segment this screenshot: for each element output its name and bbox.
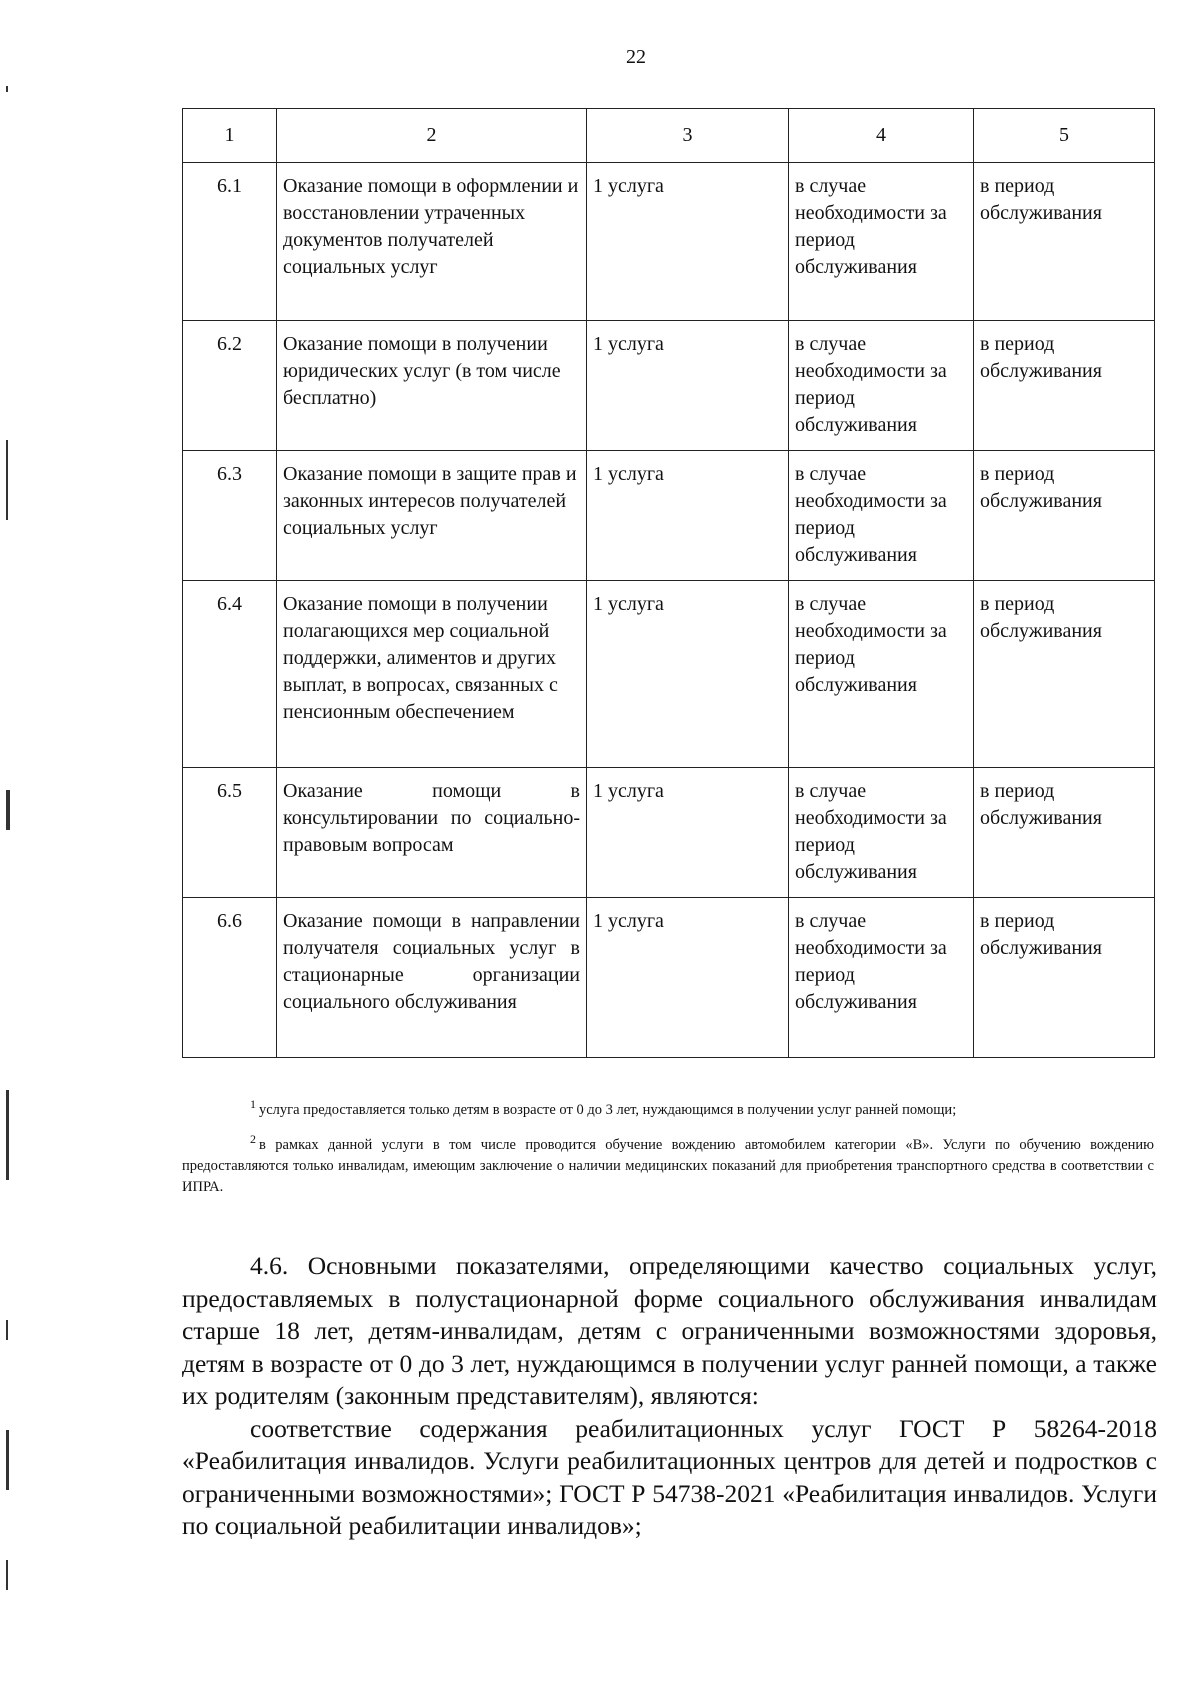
column-header: 5 <box>974 109 1155 163</box>
footnote-mark: 1 <box>250 1097 256 1111</box>
service-unit: 1 услуга <box>587 451 789 581</box>
service-unit: 1 услуга <box>587 163 789 321</box>
service-unit: 1 услуга <box>587 768 789 898</box>
service-number: 6.5 <box>183 768 277 898</box>
service-term: в период обслуживания <box>974 581 1155 768</box>
table-row <box>183 321 1155 451</box>
service-name: Оказание помощи в консультировании по социально- правовым вопросам <box>277 768 587 898</box>
service-term: в период обслуживания <box>974 898 1155 1058</box>
service-number: 6.2 <box>183 321 277 451</box>
service-unit: 1 услуга <box>587 321 789 451</box>
service-unit: 1 услуга <box>587 581 789 768</box>
service-number: 6.6 <box>183 898 277 1058</box>
table-row <box>183 451 1155 581</box>
service-frequency: в случае необходимости за период обслуживания <box>789 321 974 451</box>
footnote-text: услуга предоставляется только детям в возрасте от 0 до 3 лет, нуждающимся в получении услуг ранней помощи; <box>259 1102 957 1118</box>
column-header: 3 <box>587 109 789 163</box>
table-row <box>183 768 1155 898</box>
service-frequency: в случае необходимости за период обслуживания <box>789 581 974 768</box>
column-header: 2 <box>277 109 587 163</box>
paragraph: соответствие содержания реабилитационных услуг ГОСТ Р 58264-2018 «Реабилитация инвалидов. Услуги реабилитационных центров для детей и подростков с ограниченными возможностями»; ГОСТ Р 54738-2021 «Реабилитация инвалидов. Услуги по социальной реабилитации инвалидов»; <box>182 1413 1157 1540</box>
service-frequency: в случае необходимости за период обслуживания <box>789 768 974 898</box>
service-name: Оказание помощи в получении юридических услуг (в том числе бесплатно) <box>277 321 587 451</box>
paragraph: 4.6. Основными показателями, определяющими качество социальных услуг, предоставляемых в полустационарной форме социального обслуживания инвалидам старше 18 лет, детям-инвалидам, детям с ограниченными возможностями здоровья, детям в возрасте от 0 до 3 лет, нуждающимся в получении услуг ранней помощи, а также их родителям (законным представителям), являются: <box>182 1251 1157 1410</box>
service-name: Оказание помощи в защите прав и законных интересов получателей социальных услуг <box>277 451 587 581</box>
column-header: 1 <box>183 109 277 163</box>
body-text <box>182 1250 1157 1543</box>
service-term: в период обслуживания <box>974 163 1155 321</box>
service-frequency: в случае необходимости за период обслуживания <box>789 451 974 581</box>
service-frequency: в случае необходимости за период обслуживания <box>789 898 974 1058</box>
scan-edge-marks <box>6 0 14 1697</box>
footnote-mark: 2 <box>250 1132 256 1146</box>
service-term: в период обслуживания <box>974 321 1155 451</box>
service-number: 6.3 <box>183 451 277 581</box>
service-frequency: в случае необходимости за период обслуживания <box>789 163 974 321</box>
service-number: 6.4 <box>183 581 277 768</box>
service-name: Оказание помощи в оформлении и восстановлении утраченных документов получателей социальных услуг <box>277 163 587 321</box>
page-number: 22 <box>626 46 646 68</box>
table-row <box>183 898 1155 1058</box>
footnote-text: в рамках данной услуги в том числе проводится обучение вождению автомобилем категории «В». Услуги по обучению вождению предоставляются только инвалидам, имеющим заключение о наличии медицинских показаний для приобретения транспортного средства в соответствии с ИПРА. <box>182 1137 1154 1195</box>
table-row <box>183 163 1155 321</box>
footnote <box>182 1094 1154 1121</box>
service-name: Оказание помощи в направлении получателя социальных услуг в стационарные организации социального обслуживания <box>277 898 587 1058</box>
footnotes <box>182 1094 1154 1198</box>
service-term: в период обслуживания <box>974 768 1155 898</box>
footnote <box>182 1129 1154 1198</box>
service-number: 6.1 <box>183 163 277 321</box>
service-name: Оказание помощи в получении полагающихся мер социальной поддержки, алиментов и других выплат, в вопросах, связанных с пенсионным обеспечением <box>277 581 587 768</box>
table-row <box>183 581 1155 768</box>
service-term: в период обслуживания <box>974 451 1155 581</box>
services-table <box>182 108 1155 1058</box>
service-unit: 1 услуга <box>587 898 789 1058</box>
column-header: 4 <box>789 109 974 163</box>
table-header-row <box>183 109 1155 163</box>
